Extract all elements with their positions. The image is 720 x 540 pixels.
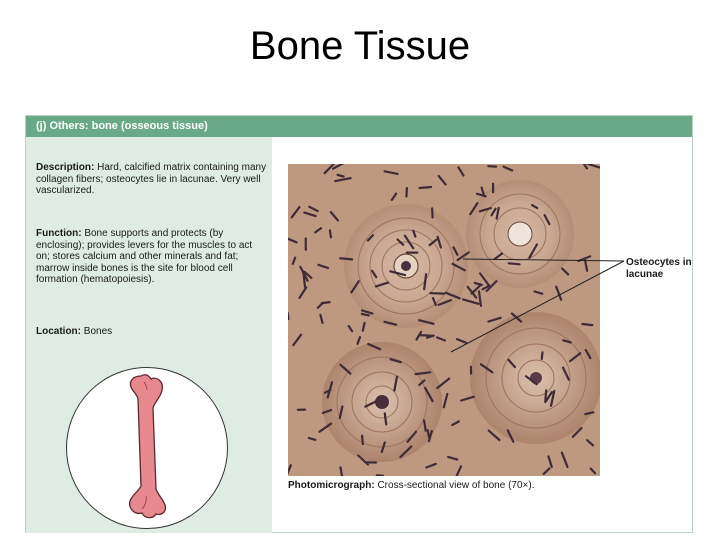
photomicrograph-caption <box>288 480 534 491</box>
lacuna-mark <box>419 335 433 336</box>
slide-title: Bone Tissue <box>249 24 471 68</box>
bone-location-diagram <box>66 367 228 529</box>
description-block <box>36 162 268 197</box>
lacuna-mark <box>406 188 407 196</box>
location-text: Bones <box>83 326 113 337</box>
function-text: Bone supports and protects (by enclosing); provides levers for the muscles to act on; stores calcium and other minerals and fat; marrow inside bones is the site for blood cell formation (hematopoiesis). <box>36 228 253 285</box>
lacuna-mark <box>428 430 429 437</box>
lacuna-mark <box>432 208 433 217</box>
osteon-2 <box>322 342 442 462</box>
caption-label: Photomicrograph: <box>288 480 375 491</box>
bone-photomicrograph <box>288 164 600 476</box>
osteon-1 <box>344 204 468 328</box>
lacuna-mark <box>362 314 369 316</box>
lacuna-mark <box>330 230 331 237</box>
location-label: Location: <box>36 326 81 337</box>
lacuna-mark <box>338 175 344 177</box>
lacuna-mark <box>341 467 342 475</box>
caption-text: Cross-sectional view of bone (70×). <box>377 480 535 491</box>
tissue-panel <box>25 115 693 533</box>
panel-header: (j) Others: bone (osseous tissue) <box>26 116 692 137</box>
description-label: Description: <box>36 162 95 173</box>
lacuna-mark <box>542 352 543 359</box>
osteocytes-callout: Osteocytes in lacunae <box>626 257 692 280</box>
femur-icon <box>67 368 228 529</box>
location-block <box>36 326 268 338</box>
lacuna-mark <box>340 258 352 259</box>
osteon-4 <box>470 312 600 444</box>
function-label: Function: <box>36 228 82 239</box>
function-block <box>36 228 268 286</box>
lacuna-mark <box>509 263 520 264</box>
panel-left-column <box>26 137 272 533</box>
description-text: Hard, calcified matrix containing many collagen fibers; osteocytes lie in lacunae. Very well vascularized. <box>36 162 267 196</box>
lacuna-mark <box>385 413 386 424</box>
lacuna-mark <box>420 187 432 188</box>
lacuna-mark <box>362 436 363 444</box>
lacuna-mark <box>582 324 592 325</box>
